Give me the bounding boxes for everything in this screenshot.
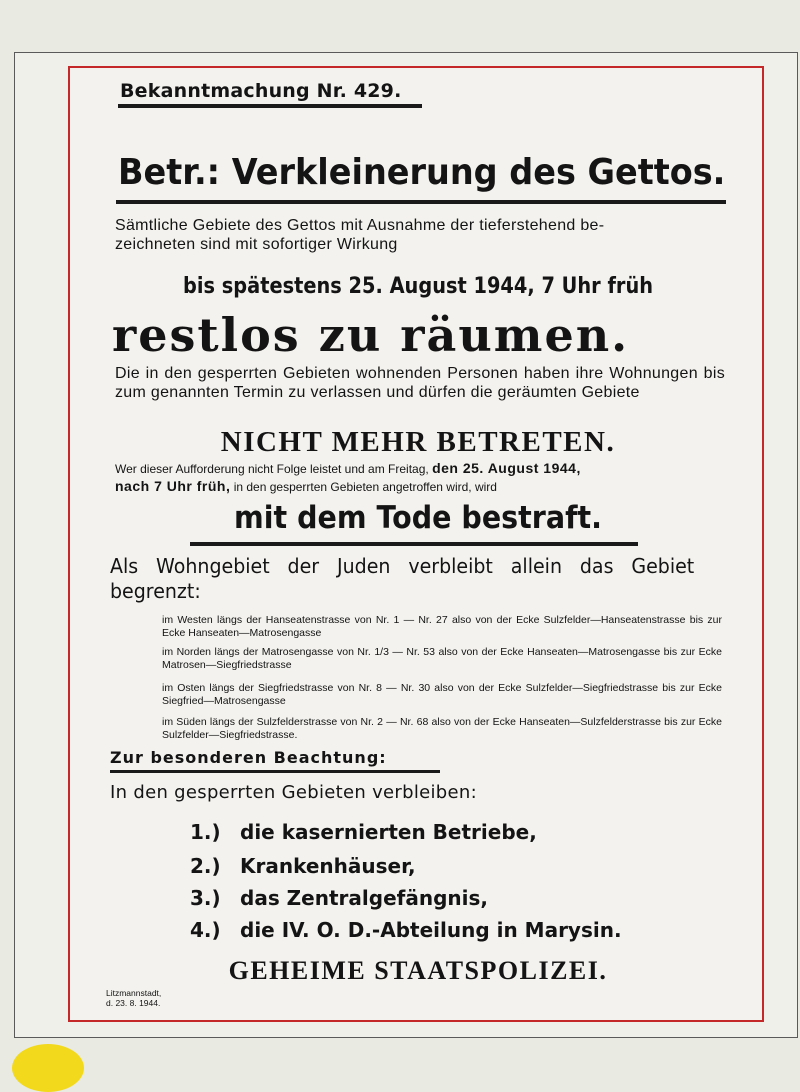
list-item-text: die kasernierten Betriebe,: [240, 820, 537, 844]
no-enter-heading: NICHT MEHR BETRETEN.: [220, 426, 616, 458]
intro-line-1: Sämtliche Gebiete des Gettos mit Ausnahme der tieferstehend be-: [115, 217, 605, 234]
warning-part-2: nach 7 Uhr früh,: [115, 478, 231, 494]
boundary-east: im Osten längs der Siegfriedstrasse von Nr. 8 — Nr. 30 also von der Ecke Sulzfelder—Siegfriedstrasse bis zur Ecke Siegfried—Matrosengasse: [162, 682, 722, 707]
signature: GEHEIME STAATSPOLIZEI.: [228, 956, 608, 985]
list-item-text: die IV. O. D.-Abteilung in Marysin.: [240, 918, 622, 942]
list-item-number: 2.): [190, 854, 221, 878]
yellow-dot-icon: [12, 1044, 84, 1092]
notice-number-underline: [118, 104, 422, 108]
list-item-number: 1.): [190, 820, 221, 844]
list-item-text: das Zentralgefängnis,: [240, 886, 488, 910]
deadline: bis spätestens 25. August 1944, 7 Uhr früh: [182, 274, 654, 299]
date: d. 23. 8. 1944.: [106, 998, 161, 1008]
boundary-south: im Süden längs der Sulzfelderstrasse von Nr. 2 — Nr. 68 also von der Ecke Hanseaten—Sulzfelderstrasse bis zur Ecke Sulzfelder—Siegfriedstrasse.: [162, 716, 722, 741]
boundary-north: im Norden längs der Matrosengasse von Nr. 1/3 — Nr. 53 also von der Ecke Hanseaten—Matrosengasse bis zur Ecke Matrosen—Siegfriedstrasse: [162, 646, 722, 671]
evacuate-heading: restlos zu räumen.: [112, 308, 630, 362]
intro-line-2: zeichneten sind mit sofortiger Wirkung: [115, 236, 398, 253]
list-item: [190, 820, 537, 844]
notice-number: Bekanntmachung Nr. 429.: [120, 80, 402, 102]
area-heading: Als Wohngebiet der Juden verbleibt allein das Gebiet begrenzt:: [110, 554, 695, 603]
death-penalty-underline: [190, 542, 638, 546]
list-item-number: 3.): [190, 886, 221, 910]
special-attention: Zur besonderen Beachtung:: [110, 748, 387, 767]
warning-text: [115, 460, 725, 496]
list-item: [190, 886, 488, 910]
list-item: [190, 854, 416, 878]
remain-text: In den gesperrten Gebieten verbleiben:: [110, 782, 477, 803]
poster: [68, 66, 764, 1022]
place: Litzmannstadt,: [106, 988, 162, 998]
warning-date: den 25. August 1944,: [432, 460, 581, 476]
special-attention-underline: [110, 770, 440, 773]
boundary-west: im Westen längs der Hanseatenstrasse von Nr. 1 — Nr. 27 also von der Ecke Sulzfelder—Hanseatenstrasse bis zur Ecke Hanseaten—Matrosengasse: [162, 614, 722, 639]
residents-text: Die in den gesperrten Gebieten wohnenden Personen haben ihre Wohnungen bis zum genannten Termin zu verlassen und dürfen die geräumten Gebiete: [115, 365, 725, 401]
place-date: [106, 988, 161, 1008]
warning-part-3: in den gesperrten Gebieten angetroffen wird, wird: [233, 480, 497, 494]
notice-title: Betr.: Verkleinerung des Gettos.: [118, 152, 726, 193]
intro-text: [115, 216, 725, 254]
warning-part-1: Wer dieser Aufforderung nicht Folge leistet und am Freitag,: [115, 462, 429, 476]
list-item: [190, 918, 622, 942]
death-penalty: mit dem Tode bestraft.: [234, 500, 602, 536]
list-item-text: Krankenhäuser,: [240, 854, 416, 878]
list-item-number: 4.): [190, 918, 221, 942]
title-underline: [116, 200, 726, 204]
